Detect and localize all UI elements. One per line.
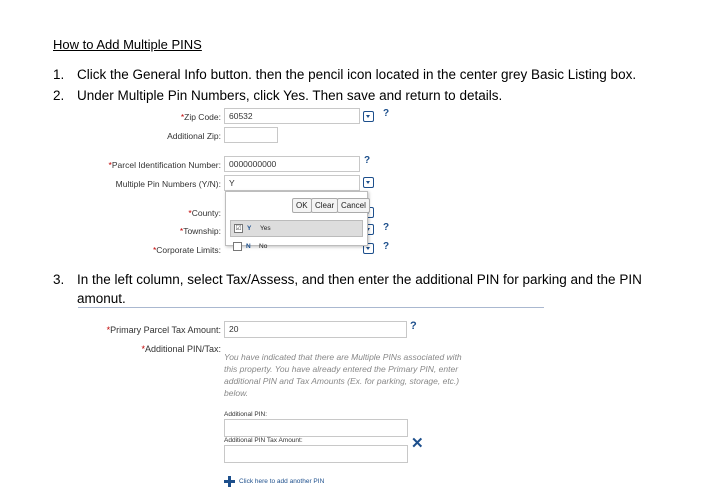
- zip-code-label: *Zip Code:: [180, 112, 221, 122]
- step-text: In the left column, select Tax/Assess, and then enter the additional PIN for parking and the PIN amonut.: [77, 272, 642, 306]
- step-text: Click the General Info button. then the pencil icon located in the center grey Basic Listing box.: [77, 67, 637, 82]
- corporate-limits-label: *Corporate Limits:: [152, 245, 221, 255]
- township-label: *Township:: [179, 226, 221, 236]
- primary-tax-label: *Primary Parcel Tax Amount:: [106, 325, 221, 335]
- option-name: No: [259, 243, 268, 250]
- option-yes[interactable]: [230, 220, 363, 237]
- additional-pin-tax-amount-input[interactable]: [224, 445, 408, 463]
- option-no[interactable]: [230, 239, 363, 256]
- primary-tax-input[interactable]: 20: [224, 321, 407, 338]
- county-label: *County:: [188, 208, 221, 218]
- multiple-pins-note: You have indicated that there are Multiple PINs associated with this property. You have already entered the Primary PIN, enter additional PIN and Tax Amounts (Ex. for parking, storage, etc.) below.: [224, 352, 462, 398]
- remove-pin-icon[interactable]: ✕: [411, 435, 424, 452]
- option-code: N: [246, 243, 251, 250]
- multiple-pin-dropdown-icon[interactable]: [363, 177, 374, 188]
- additional-zip-label: Additional Zip:: [167, 131, 221, 141]
- step-3: [53, 270, 693, 310]
- clear-button[interactable]: Clear: [311, 198, 338, 213]
- multiple-pin-input[interactable]: Y: [224, 175, 360, 191]
- additional-pin-tax-amount-label: Additional PIN Tax Amount:: [224, 437, 303, 444]
- yes-no-popup: [225, 191, 368, 250]
- ok-button[interactable]: OK: [292, 198, 312, 213]
- add-another-pin-link[interactable]: Click here to add another PIN: [239, 478, 325, 485]
- option-name: Yes: [260, 225, 271, 232]
- option-code: Y: [247, 225, 252, 232]
- zip-code-dropdown-icon[interactable]: [363, 111, 374, 122]
- step-number: 1.: [53, 67, 65, 82]
- zip-code-help-icon[interactable]: ?: [383, 108, 390, 119]
- corporate-limits-help-icon[interactable]: ?: [383, 241, 390, 252]
- zip-code-input[interactable]: 60532: [224, 108, 360, 124]
- listing-form-screenshot: [78, 106, 444, 260]
- parcel-id-help-icon[interactable]: ?: [364, 155, 371, 166]
- checkbox-checked-icon[interactable]: ☑: [235, 225, 242, 232]
- tax-assess-screenshot: [78, 307, 544, 492]
- step-number: 2.: [53, 88, 65, 103]
- step-text: Under Multiple Pin Numbers, click Yes. Then save and return to details.: [77, 88, 503, 103]
- additional-zip-input[interactable]: [224, 127, 278, 143]
- township-help-icon[interactable]: ?: [383, 222, 390, 233]
- doc-title: How to Add Multiple PINS: [53, 37, 202, 52]
- plus-icon[interactable]: [224, 476, 235, 487]
- multiple-pin-label: Multiple Pin Numbers (Y/N):: [115, 179, 221, 189]
- additional-pin-label: Additional PIN:: [224, 411, 267, 418]
- checkbox-icon[interactable]: [233, 242, 242, 251]
- parcel-id-label: *Parcel Identification Number:: [108, 160, 221, 170]
- parcel-id-input[interactable]: 0000000000: [224, 156, 360, 172]
- additional-pin-tax-label: *Additional PIN/Tax:: [141, 344, 221, 354]
- cancel-button[interactable]: Cancel: [337, 198, 370, 213]
- additional-pin-input[interactable]: [224, 419, 408, 437]
- primary-tax-help-icon[interactable]: ?: [410, 320, 417, 332]
- step-number: 3.: [53, 272, 65, 287]
